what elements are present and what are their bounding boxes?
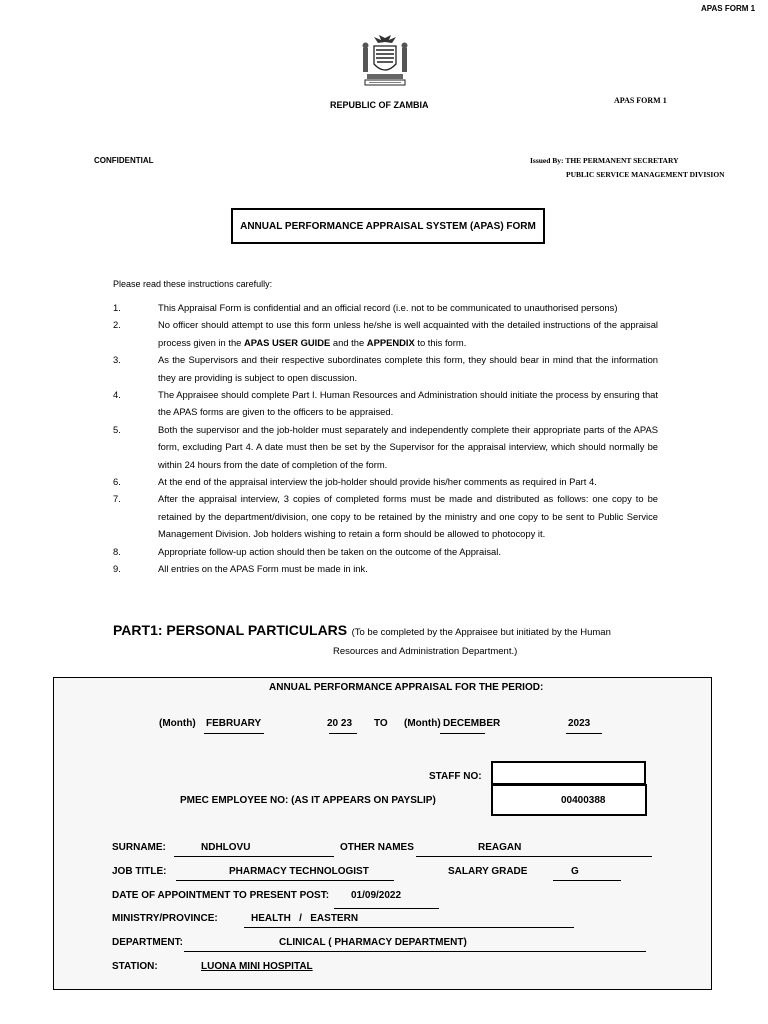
ministry-underline xyxy=(244,927,574,928)
instruction-item xyxy=(113,316,658,351)
issued-by-label: Issued By: xyxy=(530,156,564,165)
instruction-item xyxy=(113,543,658,560)
end-month-underline xyxy=(440,733,485,734)
period-title: ANNUAL PERFORMANCE APPRAISAL FOR THE PERIOD: xyxy=(269,682,544,693)
form-title: ANNUAL PERFORMANCE APPRAISAL SYSTEM (APAS) FORM xyxy=(240,220,536,232)
instruction-number: 4. xyxy=(113,389,121,401)
appointment-underline xyxy=(334,908,439,909)
staff-no-input[interactable] xyxy=(491,761,646,785)
coat-of-arms-emblem xyxy=(359,34,411,88)
instruction-item xyxy=(113,421,658,473)
pmec-label: PMEC EMPLOYEE NO: (AS IT APPEARS ON PAYSLIP) xyxy=(180,795,436,806)
to-label: TO xyxy=(374,718,388,729)
end-year-underline xyxy=(566,733,602,734)
apas-user-guide-ref: APAS USER GUIDE xyxy=(244,336,331,348)
part1-heading: PART1: PERSONAL PARTICULARS xyxy=(113,622,348,638)
issued-by xyxy=(530,156,679,165)
job-title-label: JOB TITLE: xyxy=(112,866,167,877)
station-value[interactable]: LUONA MINI HOSPITAL xyxy=(201,961,313,972)
start-month-value[interactable]: FEBRUARY xyxy=(206,718,262,729)
staff-no-label: STAFF NO: xyxy=(429,771,482,782)
end-month-value[interactable]: DECEMBER xyxy=(443,718,501,729)
instruction-number: 3. xyxy=(113,354,121,366)
surname-value[interactable]: NDHLOVU xyxy=(201,842,251,853)
appointment-label: DATE OF APPOINTMENT TO PRESENT POST: xyxy=(112,890,330,901)
instruction-number: 9. xyxy=(113,563,121,575)
surname-underline xyxy=(174,856,334,857)
instruction-text-part: and the xyxy=(330,336,367,348)
month-label-start: (Month) xyxy=(159,718,196,729)
department-label: DEPARTMENT: xyxy=(112,937,183,948)
instruction-number: 7. xyxy=(113,493,121,505)
job-title-underline xyxy=(176,880,394,881)
month-label-end: (Month) xyxy=(404,718,441,729)
pmec-box[interactable] xyxy=(491,784,647,816)
start-month-underline xyxy=(204,733,264,734)
instruction-text-part: No officer should attempt to use this form unless he/she is well acquainted with the detailed instructions of the appraisal process given in the xyxy=(158,319,658,348)
part1-heading-row xyxy=(113,622,611,640)
instruction-item xyxy=(113,351,658,386)
salary-grade-underline xyxy=(553,880,621,881)
issued-by-line2: PUBLIC SERVICE MANAGEMENT DIVISION xyxy=(566,170,725,179)
appendix-ref: APPENDIX xyxy=(366,336,415,348)
instruction-text xyxy=(158,319,658,347)
instruction-text-part: to this form. xyxy=(414,336,467,348)
instruction-text: As the Supervisors and their respective subordinates complete this form, they should bear in mind that the information they are providing is subject to open discussion. xyxy=(158,354,658,383)
instruction-number: 2. xyxy=(113,319,121,331)
instruction-number: 6. xyxy=(113,476,121,488)
form-title-box xyxy=(231,208,545,244)
instruction-text: After the appraisal interview, 3 copies of completed forms must be made and distributed as follows: one copy to be retained by the department/division, one copy to be retained by the ministry and one copy to be sent to Public Service Management Division. Job holders wishing to retain a form should be allowed to photocopy it. xyxy=(158,493,658,540)
instruction-number: 1. xyxy=(113,302,121,313)
instruction-item xyxy=(113,560,658,577)
republic-heading: REPUBLIC OF ZAMBIA xyxy=(330,100,429,110)
ministry-label: MINISTRY/PROVINCE: xyxy=(112,913,218,924)
form-tag-right: APAS FORM 1 xyxy=(614,96,667,105)
instruction-number: 8. xyxy=(113,545,121,557)
form-tag-top: APAS FORM 1 xyxy=(701,4,756,13)
confidential-label: CONFIDENTIAL xyxy=(94,156,154,165)
other-names-value[interactable]: REAGAN xyxy=(478,842,522,853)
instruction-item xyxy=(113,473,658,490)
instruction-text: All entries on the APAS Form must be made in ink. xyxy=(158,563,368,575)
instruction-item xyxy=(113,386,658,421)
start-year-underline xyxy=(329,733,357,734)
issued-by-line1: THE PERMANENT SECRETARY xyxy=(565,156,679,165)
surname-label: SURNAME: xyxy=(112,842,166,853)
pmec-value: 00400388 xyxy=(561,795,606,806)
instruction-text: At the end of the appraisal interview the job-holder should provide his/her comments as required in Part 4. xyxy=(158,476,597,488)
department-underline xyxy=(184,951,646,952)
salary-grade-label: SALARY GRADE xyxy=(448,866,528,877)
instruction-number: 5. xyxy=(113,423,121,435)
part1-note-line2: Resources and Administration Department.) xyxy=(333,646,518,657)
other-names-underline xyxy=(416,856,652,857)
part1-note-line1: (To be completed by the Appraisee but initiated by the Human xyxy=(351,627,611,638)
instruction-text: The Appraisee should complete Part I. Human Resources and Administration should initiate the process by ensuring that the APAS forms are given to the officers to be appraised. xyxy=(158,389,658,418)
instruction-text: Both the supervisor and the job-holder must separately and independently complete their appropriate parts of the APAS form, excluding Part 4. A date must then be set by the Supervisor for the appraisal interview, which should normally be within 24 hours from the date of completion of the form. xyxy=(158,423,658,470)
instruction-text: This Appraisal Form is confidential and an official record (i.e. not to be communicated to unauthorised persons) xyxy=(158,302,618,313)
instructions-intro: Please read these instructions carefully: xyxy=(113,279,273,289)
department-value[interactable]: CLINICAL ( PHARMACY DEPARTMENT) xyxy=(279,937,467,948)
instruction-item xyxy=(113,299,658,316)
end-year-value[interactable]: 2023 xyxy=(568,718,591,729)
job-title-value[interactable]: PHARMACY TECHNOLOGIST xyxy=(229,866,369,877)
station-label: STATION: xyxy=(112,961,158,972)
instruction-item xyxy=(113,490,658,542)
other-names-label: OTHER NAMES xyxy=(340,842,414,853)
appointment-value[interactable]: 01/09/2022 xyxy=(351,890,402,901)
start-year-value[interactable]: 20 23 xyxy=(327,718,353,729)
instructions-list xyxy=(113,299,658,578)
salary-grade-value[interactable]: G xyxy=(571,866,579,877)
ministry-value[interactable]: HEALTH / EASTERN xyxy=(251,913,359,924)
personal-particulars-form xyxy=(53,677,712,990)
instruction-text: Appropriate follow-up action should then be taken on the outcome of the Appraisal. xyxy=(158,545,501,557)
